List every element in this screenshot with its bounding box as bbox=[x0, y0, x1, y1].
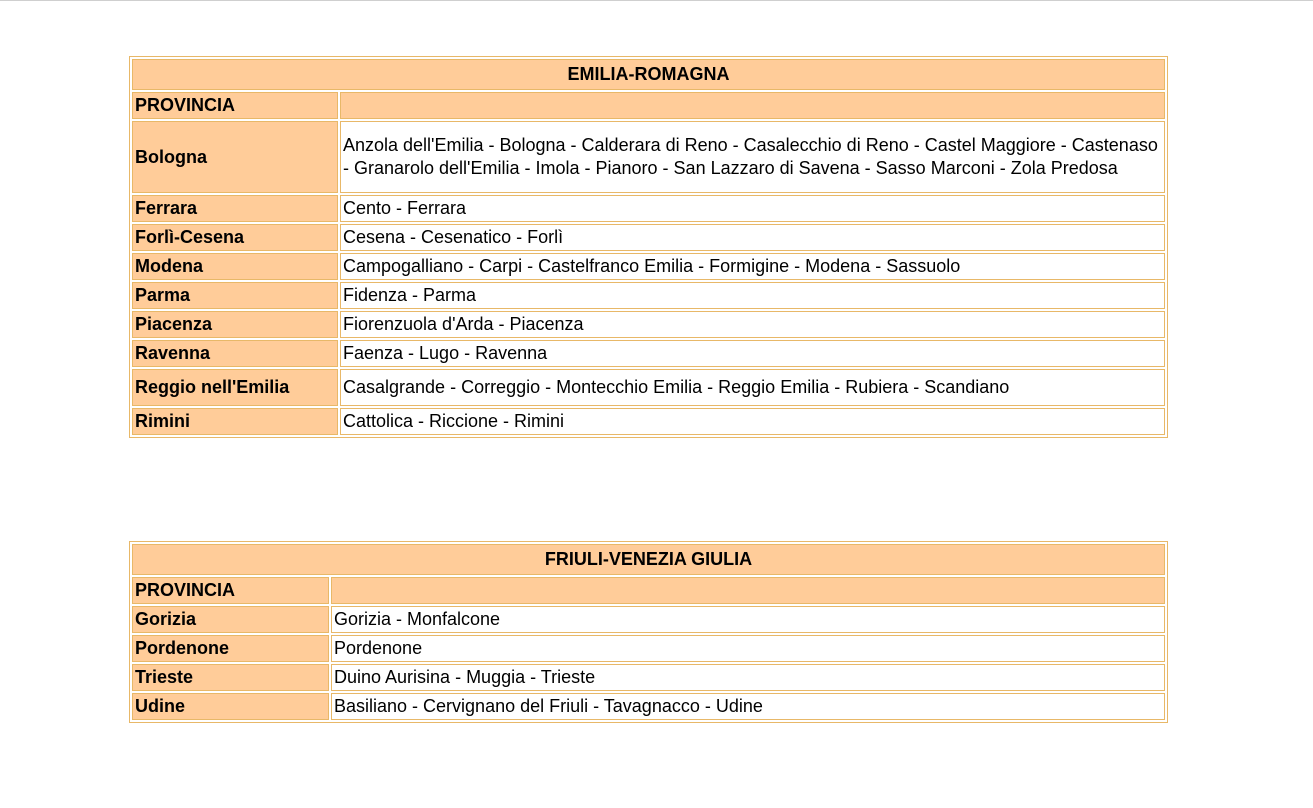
region-table-friuli-venezia-giulia bbox=[129, 541, 1168, 723]
table-row bbox=[132, 635, 1165, 662]
region-title: EMILIA-ROMAGNA bbox=[132, 59, 1165, 90]
table-row bbox=[132, 282, 1165, 309]
table-header-row bbox=[132, 577, 1165, 604]
column-header-comuni bbox=[331, 577, 1165, 604]
province-name: Ravenna bbox=[132, 340, 338, 367]
province-cities: Pordenone bbox=[331, 635, 1165, 662]
province-cities: Campogalliano - Carpi - Castelfranco Emilia - Formigine - Modena - Sassuolo bbox=[340, 253, 1165, 280]
province-name: Bologna bbox=[132, 121, 338, 193]
table-row bbox=[132, 693, 1165, 720]
table-row bbox=[132, 340, 1165, 367]
province-cities: Basiliano - Cervignano del Friuli - Tavagnacco - Udine bbox=[331, 693, 1165, 720]
province-name: Reggio nell'Emilia bbox=[132, 369, 338, 406]
province-cities: Fiorenzuola d'Arda - Piacenza bbox=[340, 311, 1165, 338]
table-row bbox=[132, 664, 1165, 691]
province-name: Modena bbox=[132, 253, 338, 280]
province-name: Rimini bbox=[132, 408, 338, 435]
province-name: Ferrara bbox=[132, 195, 338, 222]
table-row bbox=[132, 195, 1165, 222]
table-row bbox=[132, 606, 1165, 633]
top-divider bbox=[0, 0, 1313, 1]
table-row bbox=[132, 121, 1165, 193]
province-name: Forlì-Cesena bbox=[132, 224, 338, 251]
province-cities: Fidenza - Parma bbox=[340, 282, 1165, 309]
region-title: FRIULI-VENEZIA GIULIA bbox=[132, 544, 1165, 575]
province-cities: Casalgrande - Correggio - Montecchio Emilia - Reggio Emilia - Rubiera - Scandiano bbox=[340, 369, 1165, 406]
province-name: Parma bbox=[132, 282, 338, 309]
province-cities: Duino Aurisina - Muggia - Trieste bbox=[331, 664, 1165, 691]
column-header-provincia: PROVINCIA bbox=[132, 577, 329, 604]
province-cities: Faenza - Lugo - Ravenna bbox=[340, 340, 1165, 367]
province-cities: Cesena - Cesenatico - Forlì bbox=[340, 224, 1165, 251]
table-title-row bbox=[132, 59, 1165, 90]
table-row bbox=[132, 224, 1165, 251]
table-row bbox=[132, 253, 1165, 280]
column-header-comuni bbox=[340, 92, 1165, 119]
table-title-row bbox=[132, 544, 1165, 575]
province-name: Gorizia bbox=[132, 606, 329, 633]
province-cities: Gorizia - Monfalcone bbox=[331, 606, 1165, 633]
table-header-row bbox=[132, 92, 1165, 119]
province-cities: Anzola dell'Emilia - Bologna - Calderara di Reno - Casalecchio di Reno - Castel Maggiore - Castenaso - Granarolo dell'Emilia - Imola - Pianoro - San Lazzaro di Savena - Sasso Marconi - Zola Predosa bbox=[340, 121, 1165, 193]
province-cities: Cento - Ferrara bbox=[340, 195, 1165, 222]
province-cities: Cattolica - Riccione - Rimini bbox=[340, 408, 1165, 435]
province-name: Udine bbox=[132, 693, 329, 720]
region-table-emilia-romagna bbox=[129, 56, 1168, 438]
table-row bbox=[132, 408, 1165, 435]
column-header-provincia: PROVINCIA bbox=[132, 92, 338, 119]
table-row bbox=[132, 369, 1165, 406]
province-name: Piacenza bbox=[132, 311, 338, 338]
province-name: Pordenone bbox=[132, 635, 329, 662]
table-row bbox=[132, 311, 1165, 338]
province-name: Trieste bbox=[132, 664, 329, 691]
